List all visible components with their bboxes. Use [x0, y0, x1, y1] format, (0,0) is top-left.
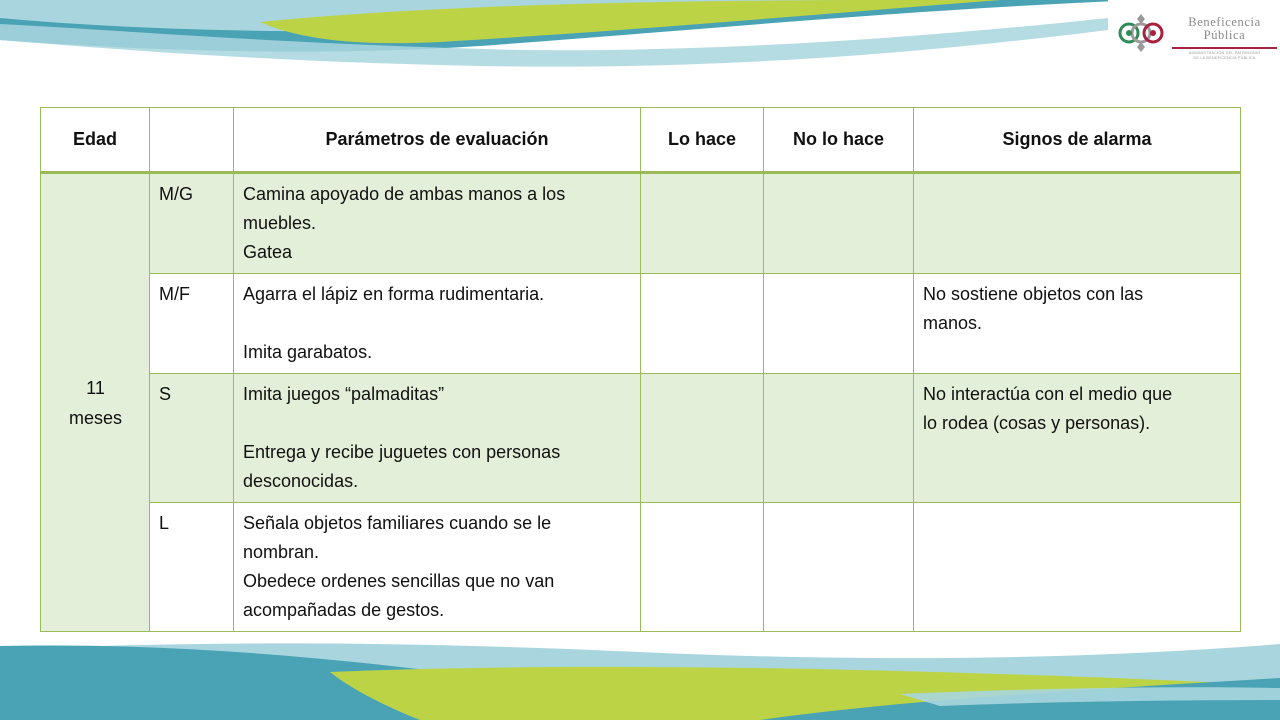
does-cell[interactable] — [641, 503, 764, 632]
alarm-line: No interactúa con el medio que — [923, 384, 1173, 404]
does-not-cell[interactable] — [764, 374, 914, 503]
parameter-line: muebles. — [243, 213, 317, 233]
does-cell[interactable] — [641, 274, 764, 374]
alarm-line: lo rodea (cosas y personas). — [923, 413, 1151, 433]
does-not-cell[interactable] — [764, 173, 914, 274]
logo-divider — [1172, 47, 1277, 49]
bottom-wave-decoration — [0, 630, 1280, 720]
alarm-cell — [914, 274, 1241, 374]
logo-title-line1: Beneficencia — [1188, 15, 1261, 29]
area-code-cell: L — [150, 503, 234, 632]
parameters-cell — [234, 274, 641, 374]
alarm-cell — [914, 503, 1241, 632]
table-header-row — [41, 108, 1241, 173]
header-does: Lo hace — [641, 108, 764, 173]
parameter-line: Imita garabatos. — [243, 342, 373, 362]
does-cell[interactable] — [641, 173, 764, 274]
table-row — [41, 503, 1241, 632]
logo-subtitle-line2: DE LA BENEFICENCIA PÚBLICA — [1193, 56, 1256, 60]
area-code-cell: M/G — [150, 173, 234, 274]
evaluation-table — [40, 107, 1241, 632]
parameter-line: desconocidas. — [243, 471, 359, 491]
parameters-cell — [234, 173, 641, 274]
does-not-cell[interactable] — [764, 274, 914, 374]
header-parameters: Parámetros de evaluación — [234, 108, 641, 173]
beneficencia-publica-logo — [1108, 0, 1280, 64]
table-row — [41, 274, 1241, 374]
alarm-cell — [914, 173, 1241, 274]
parameter-line: Gatea — [243, 242, 293, 262]
parameter-line: acompañadas de gestos. — [243, 600, 445, 620]
does-not-cell[interactable] — [764, 503, 914, 632]
logo-emblem-icon — [1114, 12, 1168, 54]
parameter-line: Señala objetos familiares cuando se le — [243, 513, 552, 533]
age-cell — [41, 173, 150, 632]
parameter-line: Agarra el lápiz en forma rudimentaria. — [243, 284, 545, 304]
parameters-cell — [234, 503, 641, 632]
table-row — [41, 173, 1241, 274]
age-unit: meses — [68, 407, 122, 428]
parameters-cell — [234, 374, 641, 503]
parameter-line: Imita juegos “palmaditas” — [243, 384, 445, 404]
parameter-line: Camina apoyado de ambas manos a los — [243, 184, 566, 204]
does-cell[interactable] — [641, 374, 764, 503]
table-row — [41, 374, 1241, 503]
header-age: Edad — [41, 108, 150, 173]
top-wave-decoration — [0, 0, 1280, 90]
header-alarm-signs: Signos de alarma — [914, 108, 1241, 173]
alarm-line: manos. — [923, 313, 983, 333]
parameter-line: nombran. — [243, 542, 320, 562]
parameter-line: Obedece ordenes sencillas que no van — [243, 571, 555, 591]
area-code-cell: M/F — [150, 274, 234, 374]
logo-subtitle-line1: ADMINISTRACIÓN DEL PATRIMONIO — [1188, 51, 1261, 55]
alarm-cell — [914, 374, 1241, 503]
parameter-line: Entrega y recibe juguetes con personas — [243, 442, 561, 462]
logo-title-line2: Pública — [1203, 28, 1246, 42]
alarm-line: No sostiene objetos con las — [923, 284, 1144, 304]
age-value: 11 — [86, 377, 105, 398]
area-code-cell: S — [150, 374, 234, 503]
header-does-not: No lo hace — [764, 108, 914, 173]
header-area — [150, 108, 234, 173]
